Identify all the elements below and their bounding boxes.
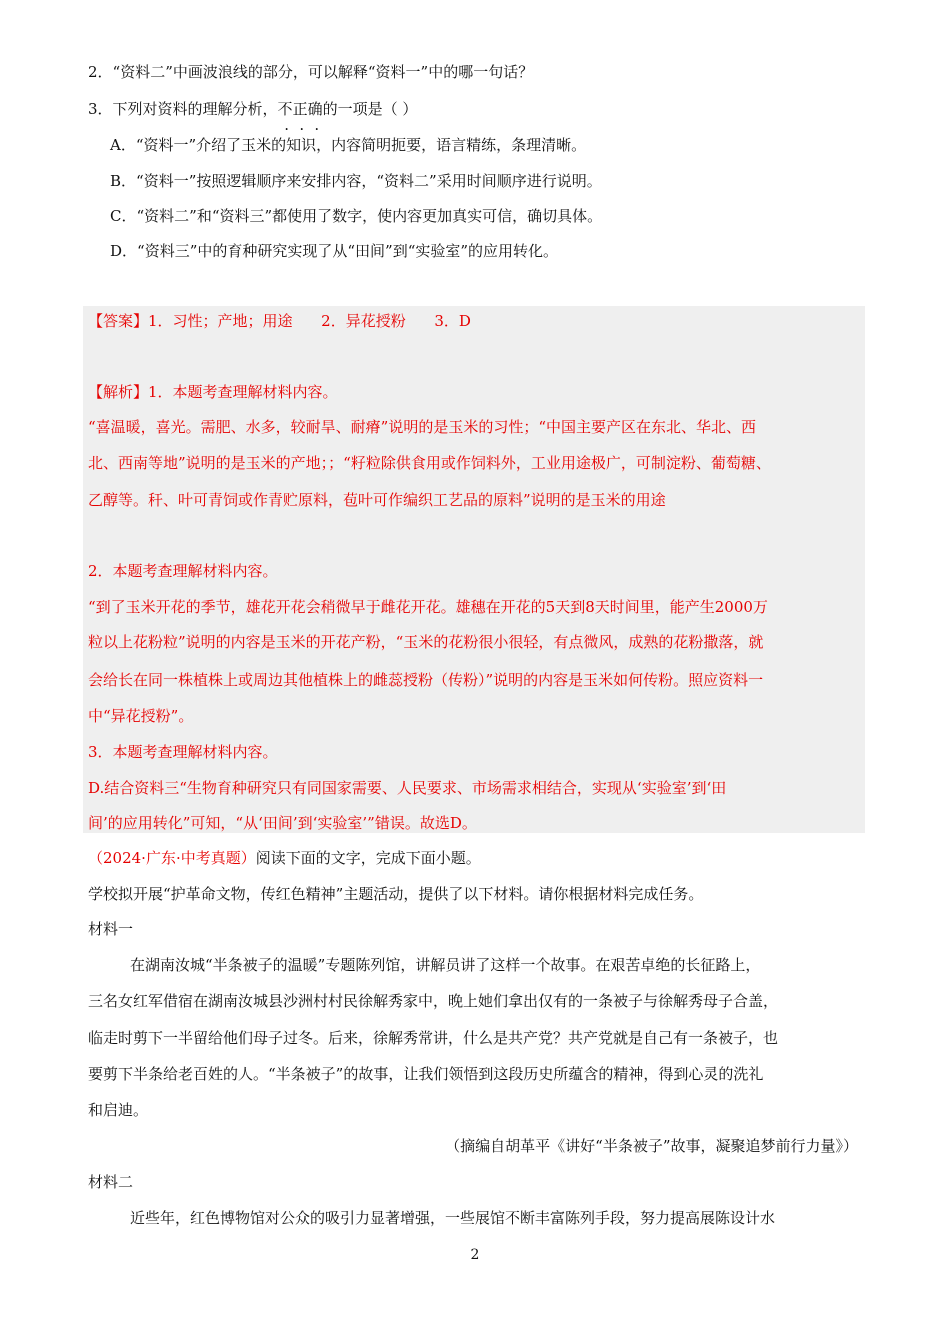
analysis-line: 间’的应用转化”可知，“从‘田间’到‘实验室’”错误。故选D。 <box>88 814 477 832</box>
source-line <box>88 847 481 869</box>
material-2-line: 近些年，红色博物馆对公众的吸引力显著增强，一些展馆不断丰富陈列手段，努力提高展陈设计水 <box>130 1209 776 1227</box>
material-1-line: 在湖南汝城“半条被子的温暖”专题陈列馆，讲解员讲了这样一个故事。在艰苦卓绝的长征路上， <box>130 956 761 974</box>
analysis-text: 1．本题考查理解材料内容。 <box>148 383 338 401</box>
material-1-title: 材料一 <box>88 920 134 938</box>
analysis-line-1 <box>88 381 338 403</box>
material-1-line: 临走时剪下一半留给他们母子过冬。后来，徐解秀常讲，什么是共产党？共产党就是自己有一条被子，也 <box>88 1029 779 1047</box>
option-a: A．“资料一”介绍了玉米的知识，内容简明扼要，语言精练，条理清晰。 <box>110 136 587 154</box>
source-tag: （2024·广东·中考真题） <box>88 849 256 867</box>
option-d: D．“资料三”中的育种研究实现了从“田间”到“实验室”的应用转化。 <box>110 242 559 260</box>
analysis-line: 北、西南等地”说明的是玉米的产地；；“籽粒除供食用或作饲料外，工业用途极广，可制淀粉、葡萄糖、 <box>88 454 771 472</box>
source-text: 阅读下面的文字，完成下面小题。 <box>255 849 481 867</box>
material-1-citation: （摘编自胡革平《讲好“半条被子”故事，凝聚追梦前行力量》） <box>445 1137 858 1155</box>
answer-label: 【答案】 <box>88 312 149 330</box>
analysis-line: 会给长在同一株植株上或周边其他植株上的雌蕊授粉（传粉）”说明的内容是玉米如何传粉。照应资料一 <box>88 671 764 689</box>
analysis-line: 3．本题考查理解材料内容。 <box>88 743 278 761</box>
material-2-title: 材料二 <box>88 1173 134 1191</box>
option-c: C．“资料二”和“资料三”都使用了数字，使内容更加真实可信，确切具体。 <box>110 207 603 225</box>
answer-text: 1．习性；产地；用途 2．异花授粉 3．D <box>148 312 471 330</box>
option-b: B．“资料一”按照逻辑顺序来安排内容，“资料二”采用时间顺序进行说明。 <box>110 172 602 190</box>
question-3-suffix: 的一项是（ ） <box>322 100 418 118</box>
analysis-line: “喜温暖，喜光。需肥、水多，较耐旱、耐瘠”说明的是玉米的习性；“中国主要产区在东北、华北、西 <box>88 418 757 436</box>
emphasis-char: 正 <box>292 100 308 118</box>
material-1-line: 和启迪。 <box>88 1101 149 1119</box>
analysis-line: 粒以上花粉粒”说明的内容是玉米的开花产粉，“玉米的花粉很小很轻，有点微风，成熟的花粉撒落，就 <box>88 633 764 651</box>
question-2: 2．“资料二”中画波浪线的部分，可以解释“资料一”中的哪一句话？ <box>88 63 534 81</box>
question-3-prefix: 3．下列对资料的理解分析， <box>88 100 278 118</box>
page-number: 2 <box>470 1247 480 1263</box>
analysis-label: 【解析】 <box>88 383 149 401</box>
analysis-line: 2．本题考查理解材料内容。 <box>88 562 278 580</box>
material-1-line: 要剪下半条给老百姓的人。“半条被子”的故事，让我们领悟到这段历史所蕴含的精神，得到心灵的洗礼 <box>88 1065 764 1083</box>
analysis-line: “到了玉米开花的季节，雄花开花会稍微早于雌花开花。雄穗在开花的5天到8天时间里，能产生2000万 <box>88 598 768 616</box>
answer-line <box>88 310 471 332</box>
analysis-line: 乙醇等。秆、叶可青饲或作青贮原料，苞叶可作编织工艺品的原料”说明的是玉米的用途 <box>88 491 666 509</box>
intro-text: 学校拟开展“护革命文物，传红色精神”主题活动，提供了以下材料。请你根据材料完成任务。 <box>88 885 704 903</box>
emphasis-char: 确 <box>307 100 323 118</box>
analysis-line: D.结合资料三“生物育种研究只有同国家需要、人民要求、市场需求相结合，实现从‘实验室’到‘田 <box>88 779 727 797</box>
emphasis-char: 不 <box>277 100 293 118</box>
material-1-line: 三名女红军借宿在湖南汝城县沙洲村村民徐解秀家中，晚上她们拿出仅有的一条被子与徐解秀母子合盖， <box>88 992 779 1010</box>
analysis-line: 中“异花授粉”。 <box>88 707 194 725</box>
question-3 <box>88 98 417 120</box>
